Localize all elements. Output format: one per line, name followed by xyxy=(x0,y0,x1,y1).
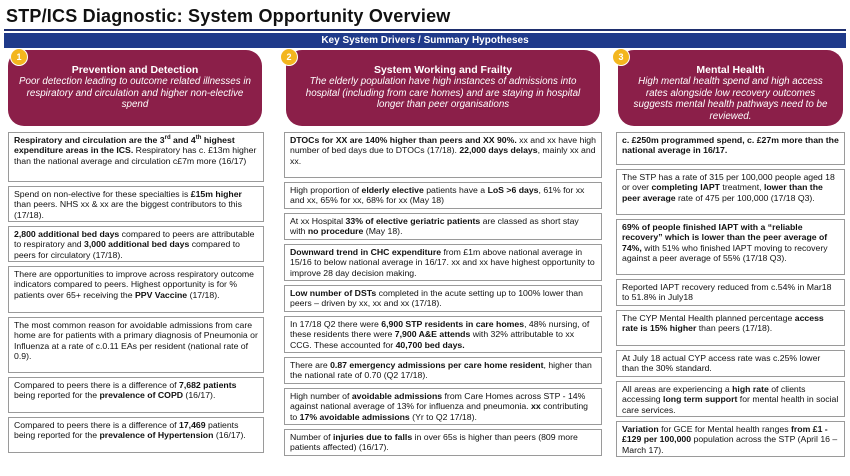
column-prevention xyxy=(4,50,266,457)
finding-text: High proportion of xyxy=(290,185,362,195)
column-mental-health xyxy=(616,50,845,461)
finding-box xyxy=(616,279,845,306)
finding-box xyxy=(8,186,264,222)
finding-text: 0.87 emergency admissions per care home resident xyxy=(330,360,544,370)
summary-banner: Key System Drivers / Summary Hypotheses xyxy=(4,33,846,48)
finding-text: 3,000 additional bed days xyxy=(84,239,190,250)
finding-box xyxy=(284,132,602,178)
finding-box xyxy=(284,388,602,425)
finding-text: (16/17). xyxy=(213,430,246,441)
finding-text: with 51% who finished IAPT moving to recovery against a peer average of 55% (17/18 Q3). xyxy=(622,242,828,264)
finding-text: for GCE for Mental health ranges xyxy=(658,424,792,434)
finding-text: injuries due to falls xyxy=(332,432,413,442)
column-system-working xyxy=(284,50,602,460)
finding-text: treatment, xyxy=(720,182,764,193)
finding-box xyxy=(616,310,845,346)
finding-box xyxy=(616,219,845,275)
finding-text: (May 18). xyxy=(363,226,403,237)
finding-box xyxy=(616,421,845,457)
finding-text: Respiratory and circulation are the 3 xyxy=(14,135,165,145)
finding-text: , 61% for xx and xx, 65% for xx, 68% for xx (May 18) xyxy=(290,185,585,206)
finding-text: Variation xyxy=(622,424,659,434)
finding-text: The most common reason for avoidable admissions from care home are for patients with a primary diagnosis of Pneumonia or Influenza at a rate of c.0.11 EAs per resident (national rate of 0.9). xyxy=(14,320,258,362)
finding-text: rd xyxy=(164,135,171,142)
finding-text: Reported IAPT recovery reduced from c.54% in Mar18 to 51.8% in July18 xyxy=(622,282,832,303)
finding-list xyxy=(284,132,602,456)
finding-text: At xx Hospital xyxy=(290,216,346,226)
number-badge: 3 xyxy=(612,48,630,66)
finding-text: PPV Vaccine xyxy=(134,289,188,300)
finding-text: There are opportunities to improve across respiratory outcome indicators compared to peers. Highest opportunity is for % patients over 65+ receiving the xyxy=(14,269,254,300)
finding-text: prevalence of COPD xyxy=(99,390,184,401)
finding-text: elderly elective xyxy=(361,185,424,195)
finding-text: for mental health in social care services. xyxy=(622,394,839,415)
finding-text: than peers (17/18). xyxy=(696,323,773,334)
number-badge: 1 xyxy=(10,48,28,66)
finding-text: are classed as short stay with xyxy=(290,216,579,237)
finding-text: In 17/18 Q2 there were xyxy=(290,319,382,329)
finding-text: avoidable admissions xyxy=(351,391,443,401)
finding-text: , 48% nursing, of these residents there were xyxy=(290,319,590,340)
finding-text: All areas are experiencing a xyxy=(622,384,733,394)
finding-text: Downward trend in CHC expenditure xyxy=(290,247,442,257)
finding-text: At July 18 actual CYP access rate was c.25% lower than the 30% standard. xyxy=(622,353,821,374)
finding-text: compared to peers are attributable to respiratory and xyxy=(14,229,255,250)
finding-text: (16/17). xyxy=(183,390,216,401)
finding-text: of clients accessing xyxy=(622,384,806,405)
finding-box xyxy=(8,226,264,262)
finding-box xyxy=(284,316,602,353)
column-subtitle: The elderly population have high instances of admissions into hospital (including from care homes) and are staying in hospital longer than peer organisations xyxy=(305,76,581,111)
finding-text: Number of xyxy=(290,432,333,442)
finding-text: highest expenditure areas in the ICS. xyxy=(14,135,235,156)
finding-box xyxy=(8,417,264,453)
finding-text: lower than the peer average xyxy=(622,182,823,203)
finding-text: long term support xyxy=(663,394,738,405)
finding-text: patients have a xyxy=(423,185,488,195)
finding-text: , higher than the national rate of 0.70 (Q2 17/18). xyxy=(290,360,592,381)
column-subtitle: High mental health spend and high access rates alongside low recovery outcomes suggests mental health pathways need to be reviewed. xyxy=(633,76,828,122)
finding-text: completed in the acute setting up to 100% lower than peers – driven by xx, xx and xx (17/18). xyxy=(290,288,583,309)
finding-box xyxy=(8,266,264,313)
column-title: System Working and Frailty xyxy=(373,64,513,76)
finding-box xyxy=(284,429,602,456)
finding-text: 2,800 additional bed days xyxy=(14,229,120,239)
finding-text: 40,700 bed days. xyxy=(395,339,465,350)
finding-text: compared to peers for circulatory (17/18). xyxy=(14,239,241,260)
column-subtitle: Poor detection leading to outcome related illnesses in respiratory and circulation and higher non-elective spend xyxy=(18,76,251,111)
finding-text: contributing to xyxy=(290,401,589,422)
finding-text: from £1 - £129 per 100,000 xyxy=(622,424,828,445)
finding-text: Compared to peers there is a difference of xyxy=(14,420,179,430)
finding-text: Spend on non-elective for these specialties is xyxy=(14,189,191,199)
finding-text: Low number of DSTs xyxy=(290,288,377,298)
finding-box xyxy=(8,317,264,373)
finding-text: completing IAPT xyxy=(651,182,720,193)
finding-list xyxy=(616,132,845,457)
finding-text: , mainly xx and xx. xyxy=(290,145,596,166)
finding-text: 6,900 STP residents in care homes xyxy=(381,319,525,329)
finding-box xyxy=(8,132,264,182)
finding-text: 69% of people finished IAPT with a “reliable recovery” which is lower than the peer average of 74%, xyxy=(622,222,828,253)
finding-text: access rate is 15% higher xyxy=(622,313,824,334)
finding-text: There are xyxy=(290,360,331,370)
finding-text: with 32% attributable to xx CCG. These accounted for xyxy=(290,329,575,350)
finding-text: c. £250m programmed spend, c. £27m more than the national average in 16/17. xyxy=(622,135,839,156)
finding-text: rate of 475 per 100,000 (17/18 Q3). xyxy=(675,192,815,203)
column-header xyxy=(8,50,262,126)
finding-text: High number of xyxy=(290,391,352,401)
column-title: Mental Health xyxy=(696,64,765,76)
finding-box xyxy=(284,244,602,281)
finding-box xyxy=(284,357,602,384)
finding-text: The STP has a rate of 315 per 100,000 people aged 18 or over xyxy=(622,172,835,193)
finding-text: 17,469 xyxy=(179,420,206,430)
column-title: Prevention and Detection xyxy=(71,64,199,76)
finding-box xyxy=(284,285,602,312)
finding-text: being reported for the xyxy=(14,390,100,401)
finding-text: no procedure xyxy=(307,226,364,237)
finding-text: 7,682 patients xyxy=(179,380,237,390)
finding-box xyxy=(616,381,845,417)
finding-text: 33% of elective geriatric patients xyxy=(345,216,481,226)
finding-box xyxy=(8,377,264,413)
finding-text: than peers. NHS xx & xx are the biggest contributors to this (17/18). xyxy=(14,199,242,220)
finding-box xyxy=(616,169,845,215)
finding-box xyxy=(616,132,845,165)
finding-text: 22,000 days delays xyxy=(459,145,538,156)
finding-text: DTOCs for XX are 140% higher than peers and XX 90%. xyxy=(290,135,517,145)
finding-text: from Care Homes across STP - 14% against national average of 13% for influenza and pneumonia. xyxy=(290,391,586,412)
finding-box xyxy=(284,182,602,209)
finding-text: population across the STP (April 16 – March 17). xyxy=(622,434,838,455)
column-header xyxy=(286,50,600,126)
finding-text: patients being reported for the xyxy=(14,420,239,441)
finding-box xyxy=(284,213,602,240)
column-header xyxy=(618,50,843,126)
finding-text: prevalence of Hypertension xyxy=(99,430,214,441)
finding-text: xx xyxy=(531,401,541,412)
finding-box xyxy=(616,350,845,377)
finding-text: from £1m above national average in 15/16 to below national average in 16/17. xx and xx have highest opportunity to improve 28 day decision making. xyxy=(290,247,595,278)
finding-text: £15m higher xyxy=(190,189,242,199)
finding-text: th xyxy=(195,135,202,142)
page-title: STP/ICS Diagnostic: System Opportunity Overview xyxy=(6,6,451,26)
finding-text: 17% avoidable admissions xyxy=(299,411,410,422)
finding-text: The CYP Mental Health planned percentage xyxy=(622,313,795,323)
finding-text: and 4 xyxy=(170,135,196,145)
finding-text: LoS >6 days xyxy=(487,185,539,195)
finding-text: 7,900 A&E attends xyxy=(394,329,471,340)
number-badge: 2 xyxy=(280,48,298,66)
finding-text: in over 65s is higher than peers (809 more patients affected) (16/17). xyxy=(290,432,578,453)
finding-text: (Yr to Q2 17/18). xyxy=(409,411,477,422)
finding-text: xx and xx have high number of bed days due to DTOCs (17/18). xyxy=(290,135,596,156)
finding-text: Compared to peers there is a difference of xyxy=(14,380,179,390)
title-divider xyxy=(4,29,846,31)
finding-list xyxy=(4,132,266,453)
finding-text: high rate xyxy=(732,384,769,394)
finding-text: Respiratory has c. £13m higher than the national average and circulation c£7m more (16/17) xyxy=(14,145,257,166)
finding-text: (17/18). xyxy=(187,289,220,300)
